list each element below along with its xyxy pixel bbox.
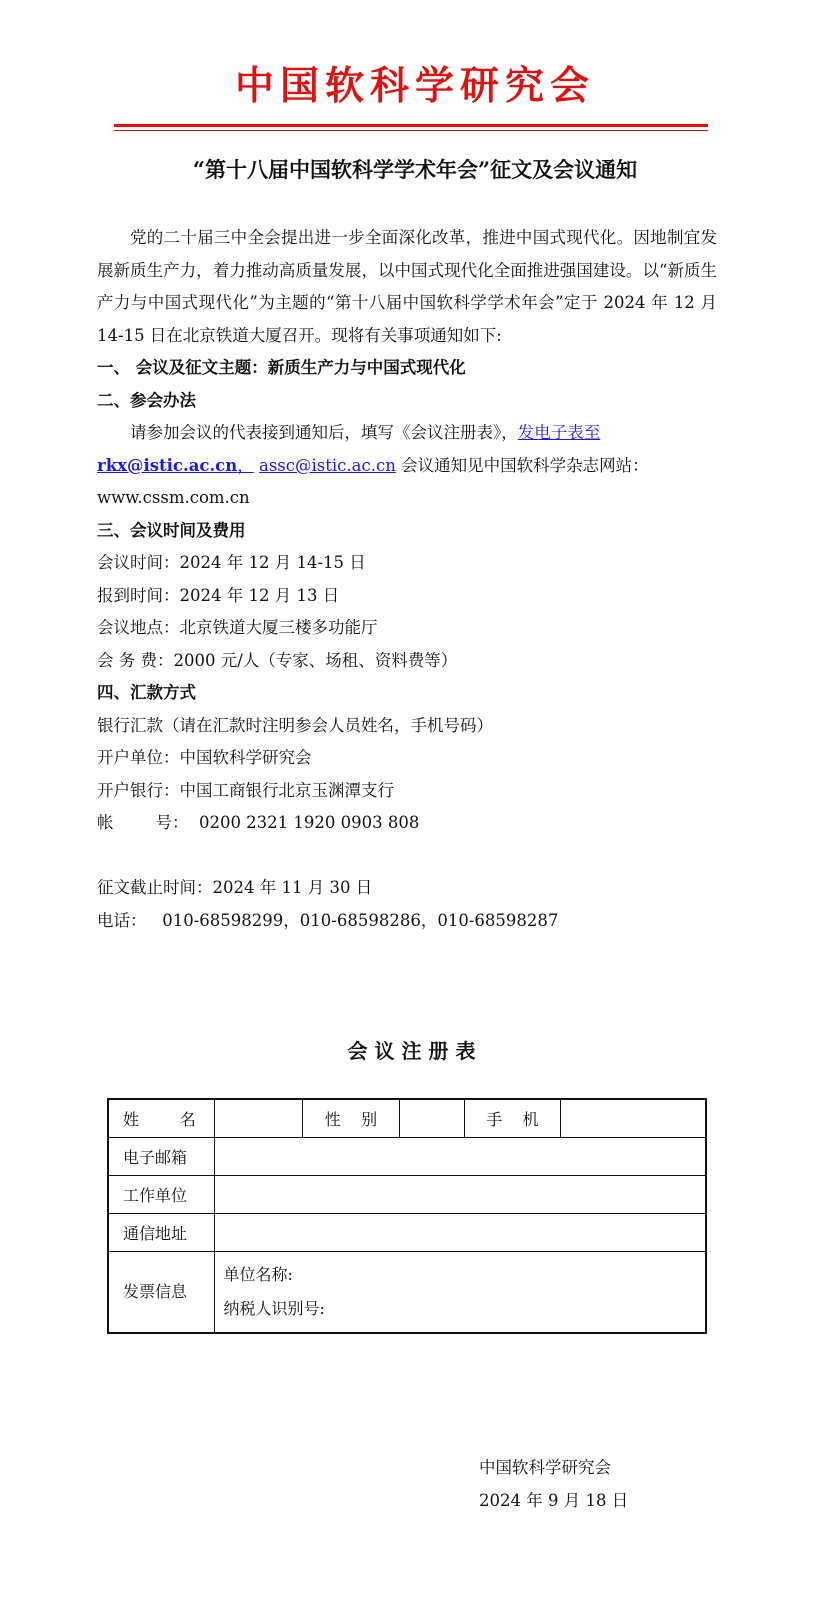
table-row bbox=[108, 1176, 706, 1214]
table-row bbox=[108, 1138, 706, 1176]
section2-text-after: 会议通知见中国软科学杂志网站： bbox=[401, 455, 649, 475]
spacer bbox=[97, 840, 717, 873]
address-cell[interactable] bbox=[215, 1214, 706, 1252]
invoice-label: 发票信息 bbox=[108, 1252, 215, 1334]
email-separator: ， bbox=[237, 455, 254, 475]
account-bank: 开户银行：中国工商银行北京玉渊潭支行 bbox=[97, 780, 394, 800]
meeting-location: 会议地点：北京铁道大厦三楼多功能厅 bbox=[97, 618, 378, 637]
intro-paragraph: 党的二十届三中全会提出进一步全面深化改革，推进中国式现代化。因地制宜发展新质生产力，着力推动高质量发展，以中国式现代化全面推进强国建设。以“新质生产力与中国式现代化”为主题的“第十八届中国软科学学术年会”定于 2024 年 12 月 14-15 日在北京铁道大厦召开。现将有关事项通知如下: bbox=[97, 228, 717, 345]
contact-phone: 电话： 010-68598299，010-68598286，010-68598287 bbox=[97, 910, 559, 930]
gender-label: 性 别 bbox=[302, 1099, 399, 1138]
header-red-rule-thin bbox=[114, 130, 708, 131]
name-cell[interactable] bbox=[215, 1099, 303, 1138]
work-unit-label: 工作单位 bbox=[108, 1176, 215, 1214]
name-label: 姓 名 bbox=[108, 1099, 215, 1138]
organization-header: 中国软科学研究会 bbox=[234, 63, 595, 109]
address-label: 通信地址 bbox=[108, 1214, 215, 1252]
notice-body bbox=[97, 222, 717, 937]
meeting-fee: 会 务 费：2000 元/人（专家、场租、资料费等） bbox=[97, 650, 458, 670]
section1-heading: 一、 会议及征文主题：新质生产力与中国式现代化 bbox=[97, 358, 466, 377]
invoice-tax-label: 纳税人识别号: bbox=[223, 1299, 325, 1318]
document-title: “第十八届中国软科学学术年会”征文及会议通知 bbox=[192, 157, 638, 182]
account-holder: 开户单位：中国软科学研究会 bbox=[97, 748, 312, 767]
table-row bbox=[108, 1214, 706, 1252]
work-unit-cell[interactable] bbox=[215, 1176, 706, 1214]
section4-heading: 四、汇款方式 bbox=[97, 683, 196, 702]
section2-paragraph bbox=[97, 417, 717, 515]
section2-text-before-link: 请参加会议的代表接到通知后，填写《会议注册表》， bbox=[130, 423, 518, 442]
mobile-label: 手 机 bbox=[464, 1099, 561, 1138]
mobile-cell[interactable] bbox=[561, 1099, 706, 1138]
table-row bbox=[108, 1252, 706, 1334]
table-row bbox=[108, 1099, 706, 1138]
registration-form-title: 会议注册表 bbox=[347, 1039, 483, 1063]
header-red-rule-thick bbox=[114, 124, 708, 127]
invoice-unit-label: 单位名称: bbox=[223, 1265, 293, 1284]
email-link-assc[interactable]: assc@istic.ac.cn bbox=[258, 455, 396, 475]
gender-cell[interactable] bbox=[399, 1099, 464, 1138]
section3-heading: 三、会议时间及费用 bbox=[97, 520, 246, 540]
email-cell[interactable] bbox=[215, 1138, 706, 1176]
checkin-time: 报到时间：2024 年 12 月 13 日 bbox=[97, 585, 340, 605]
email-link-rkx[interactable]: rkx@istic.ac.cn bbox=[97, 455, 238, 475]
bank-transfer-note: 银行汇款（请在汇款时注明参会人员姓名，手机号码） bbox=[97, 715, 493, 735]
account-number: 帐 号： 0200 2321 1920 0903 808 bbox=[97, 813, 420, 832]
submission-deadline: 征文截止时间：2024 年 11 月 30 日 bbox=[97, 878, 373, 897]
registration-table bbox=[107, 1098, 707, 1334]
website-text: www.cssm.com.cn bbox=[97, 488, 250, 507]
email-label: 电子邮箱 bbox=[108, 1138, 215, 1176]
section2-heading: 二、参会办法 bbox=[97, 390, 196, 410]
signature-organization: 中国软科学研究会 bbox=[479, 1458, 611, 1477]
signature-date: 2024 年 9 月 18 日 bbox=[479, 1491, 629, 1510]
send-form-link[interactable]: 发电子表至 bbox=[517, 423, 601, 442]
invoice-cell[interactable] bbox=[215, 1252, 706, 1334]
meeting-time: 会议时间：2024 年 12 月 14-15 日 bbox=[97, 553, 366, 572]
